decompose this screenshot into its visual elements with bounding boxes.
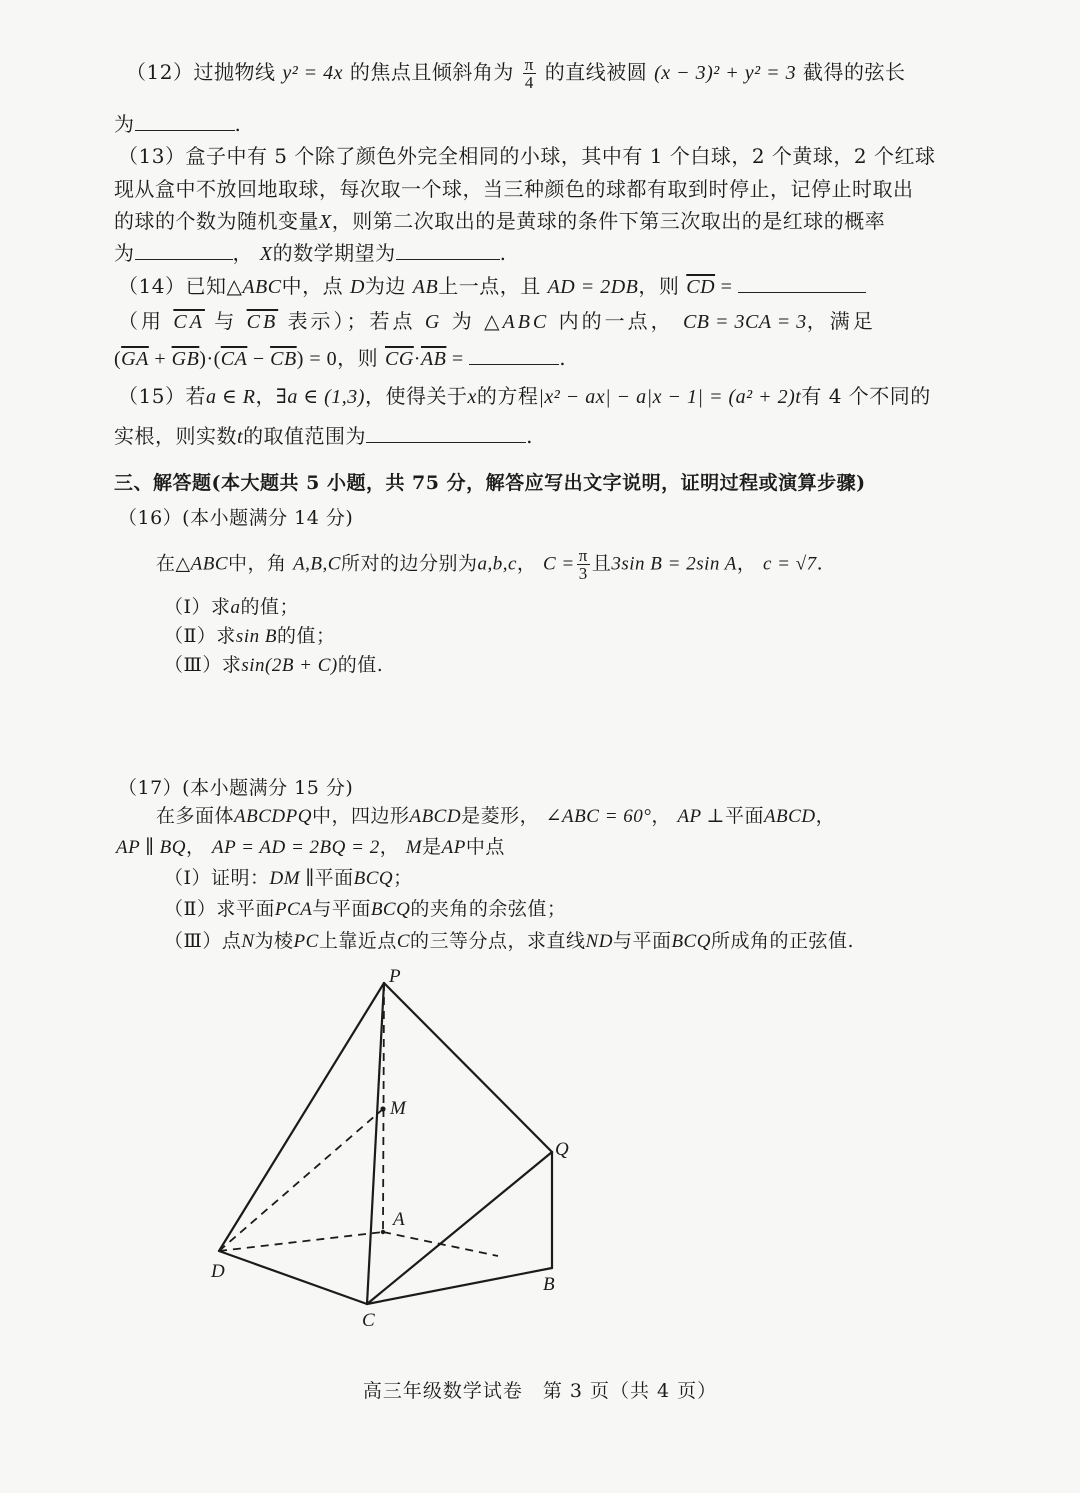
q14-text: （14）已知 <box>118 274 227 298</box>
q17-math: AP ∥ BQ <box>116 837 186 858</box>
q17-text: （Ⅰ）证明： <box>164 867 270 889</box>
paren: ( <box>114 348 122 370</box>
q16-text: 所对的边分别为 <box>340 552 478 575</box>
q17-math: AP <box>441 837 466 858</box>
q17-heading: （17）(本小题满分 15 分) <box>118 777 354 799</box>
q17-text: 与平面 <box>312 898 371 920</box>
q16-math: c = √7 <box>762 553 817 575</box>
q12-text: 过抛物线 <box>193 60 276 84</box>
q17-math: C <box>396 931 411 952</box>
q13-var: X <box>319 211 332 233</box>
q17-math: PCA <box>274 899 313 920</box>
q16-math: a,b,c <box>477 553 517 575</box>
edge-da-hidden <box>219 1232 383 1251</box>
q12-text: 为 <box>114 112 135 136</box>
q17-text: 所成角的正弦值. <box>710 930 854 952</box>
op: − <box>247 348 271 370</box>
q14-text: 上一点，且 <box>438 274 541 298</box>
q17-math: AP = AD = 2BQ = 2 <box>212 837 380 858</box>
q14-math: AD = 2DB <box>547 276 639 298</box>
q16-text: （Ⅰ）求 <box>164 596 231 618</box>
q16-math: △ABC <box>175 553 229 575</box>
q15-math: ∃a ∈ (1,3) <box>275 386 365 408</box>
vector-cb: $\overline{CB}$ <box>270 348 297 370</box>
q13-text: ， <box>232 241 253 265</box>
q17-math: BCQ <box>353 868 394 889</box>
q16-math: sin(2B + C) <box>241 655 338 676</box>
q12-text: 的焦点且倾斜角为 <box>349 60 514 84</box>
q15-text: 有 4 个不同的 <box>801 384 931 408</box>
vector-cg: $\overline{CG}$ <box>385 348 414 370</box>
q14-math: AB <box>412 276 439 298</box>
op: + <box>148 348 172 370</box>
q14-text: 为 <box>451 309 475 333</box>
q17-text: ， <box>815 805 836 827</box>
q15-end: . <box>526 424 533 448</box>
q17-text: 中点 <box>465 836 505 858</box>
q17-text: ， <box>379 836 400 858</box>
edge-pc <box>367 983 384 1304</box>
point-a <box>381 1230 385 1234</box>
label-a: A <box>393 1209 405 1230</box>
label-c: C <box>362 1310 375 1331</box>
vector-cd: $\overline{CD}$ <box>686 276 716 298</box>
edge-cb <box>367 1268 552 1304</box>
q16-heading: （16）(本小题满分 14 分) <box>118 507 354 529</box>
q14-math: = <box>715 276 738 298</box>
q12-circle: (x − 3)² + y² = 3 <box>654 62 797 84</box>
q13-var: X <box>259 243 273 265</box>
q13-text: 的数学期望为 <box>272 241 396 265</box>
vector-ga: $\overline{GA}$ <box>121 348 149 370</box>
q17-math: AP ⊥ <box>677 806 725 827</box>
q15-text: 的方程 <box>476 384 539 408</box>
vector-gb: $\overline{GB}$ <box>171 348 200 370</box>
q16-text: 在 <box>156 552 176 575</box>
edge-pd <box>219 983 384 1251</box>
vector-cb: $\overline{CB}$ <box>246 311 279 333</box>
q16-math: 3sin B = 2sin A <box>611 553 737 575</box>
q16-math: a <box>230 597 241 618</box>
q13-text: 为 <box>114 241 135 265</box>
q12-number: （12） <box>126 60 194 84</box>
q14-math: △ABC <box>226 276 282 298</box>
frac-den: 4 <box>524 73 534 92</box>
label-q: Q <box>555 1139 569 1160</box>
q17-math: ABCD <box>409 806 462 827</box>
q15-text: ， <box>255 384 276 408</box>
q14-math: G <box>424 311 443 333</box>
q15-text: 的取值范围为 <box>243 424 367 448</box>
q14-text: 表示）；若点 <box>287 309 416 333</box>
q14-math: D <box>349 276 365 298</box>
q16-text: 中，角 <box>228 552 287 575</box>
edge-dc <box>219 1251 367 1304</box>
q14-text: 为边 <box>364 274 406 298</box>
q17-text: 为棱 <box>254 930 294 952</box>
q14-text: （用 <box>118 309 164 333</box>
q16-text: 的值； <box>240 596 300 618</box>
page-footer: 高三年级数学试卷 第 3 页（共 4 页） <box>362 1380 718 1402</box>
q15-text: （15）若 <box>118 384 206 408</box>
q14-math: CB = 3CA = 3 <box>682 311 807 333</box>
label-d: D <box>211 1261 225 1282</box>
q17-text: 平面 <box>724 805 764 827</box>
q17-text: ， <box>651 805 671 827</box>
q16-text: （Ⅲ）求 <box>164 654 242 676</box>
q16-math: C = <box>542 553 575 575</box>
frac-num: π <box>524 55 534 74</box>
q14-text: ，则 <box>337 346 379 370</box>
q16-math: sin B <box>235 626 277 647</box>
q17-text: 中，四边形 <box>311 805 410 827</box>
q16-text: 的值； <box>276 625 336 647</box>
q15-math: t <box>237 426 244 448</box>
q17-math: PC <box>293 931 319 952</box>
q17-text: 与平面 <box>612 930 672 952</box>
q15-text: 实根，则实数 <box>114 424 237 448</box>
q13-text: 的球的个数为随机变量 <box>114 209 319 233</box>
q14-text: ，则 <box>638 274 680 298</box>
label-m: M <box>390 1098 406 1119</box>
q12-parabola: y² = 4x <box>282 62 344 84</box>
q15-equation: |x² − ax| − a|x − 1| = (a² + 2)t <box>538 386 802 408</box>
q17-text: （Ⅲ）点 <box>164 930 242 952</box>
q15-text: ，使得关于 <box>364 384 468 408</box>
q15-math: x <box>467 386 477 408</box>
q16-text: 的值. <box>337 654 384 676</box>
q16-text: ， <box>516 552 537 575</box>
point-m <box>380 1106 385 1111</box>
q17-math: BCQ <box>370 899 411 920</box>
label-p: P <box>389 966 401 987</box>
q12-end: . <box>234 112 242 136</box>
q13-end: . <box>499 241 507 265</box>
q13-text: 现从盒中不放回地取球，每次取一个球，当三种颜色的球都有取到时停止，记停止时取出 <box>114 177 914 201</box>
q15-math: a ∈ R <box>205 386 256 408</box>
q12-text: 截得的弦长 <box>803 60 906 84</box>
q17-math: ABCD <box>763 806 816 827</box>
q12-text: 的直线被圆 <box>544 60 648 84</box>
q17-math: DM ∥ <box>269 868 315 889</box>
q16-math: A,B,C <box>293 553 341 575</box>
op: · <box>413 348 421 370</box>
q17-math: N <box>241 931 255 952</box>
q16-text: . <box>816 552 824 575</box>
section-heading: 三、解答题(本大题共 5 小题，共 75 分，解答应写出文字说明，证明过程或演算步骤) <box>114 472 866 494</box>
q14-text: 中，点 <box>281 274 344 298</box>
frac-den: 3 <box>578 564 588 583</box>
q14-end: . <box>559 346 567 370</box>
edge-dm-hidden <box>219 1109 383 1251</box>
label-b: B <box>543 1274 555 1295</box>
q14-math: △ABC <box>484 311 550 333</box>
q17-text: 上靠近点 <box>318 930 397 952</box>
q17-text: ， <box>185 836 206 858</box>
vector-ca: $\overline{CA}$ <box>220 348 248 370</box>
q17-math: BCQ <box>671 931 711 952</box>
q17-math: ND <box>585 931 613 952</box>
edge-ab-hidden <box>383 1232 498 1256</box>
q17-text: 在多面体 <box>156 805 235 827</box>
paren: )·( <box>199 348 221 370</box>
q17-math: M <box>405 837 423 858</box>
q17-text: 的三等分点，求直线 <box>410 930 586 952</box>
q14-text: 内的一点， <box>558 309 674 333</box>
q16-text: ， <box>736 552 757 575</box>
q13-text: （13）盒子中有 5 个除了颜色外完全相同的小球，其中有 1 个白球，2 个黄球，2 个红球 <box>118 144 936 168</box>
q13-text: ，则第二次取出的是黄球的条件下第三次取出的是红球的概率 <box>331 209 886 233</box>
q17-text: 是 <box>422 836 442 858</box>
q17-text: ； <box>393 867 413 889</box>
q17-text: （Ⅱ）求平面 <box>164 898 275 920</box>
q17-math: ABCDPQ <box>234 806 312 827</box>
q17-math: ∠ABC = 60° <box>545 806 652 827</box>
q14-text: 与 <box>214 309 238 333</box>
edge-pq <box>384 983 552 1152</box>
vector-ab: $\overline{AB}$ <box>420 348 447 370</box>
frac-num: π <box>578 546 588 565</box>
q16-text: 且 <box>591 552 612 575</box>
q17-text: 平面 <box>314 867 354 889</box>
paren: ) = 0 <box>296 348 338 370</box>
vector-ca: $\overline{CA}$ <box>173 311 205 333</box>
op: = <box>446 348 470 370</box>
q17-text: 是菱形， <box>461 805 540 827</box>
q16-text: （Ⅱ）求 <box>164 625 236 647</box>
q17-text: 的夹角的余弦值； <box>410 898 567 920</box>
q14-text: ，满足 <box>806 309 876 333</box>
